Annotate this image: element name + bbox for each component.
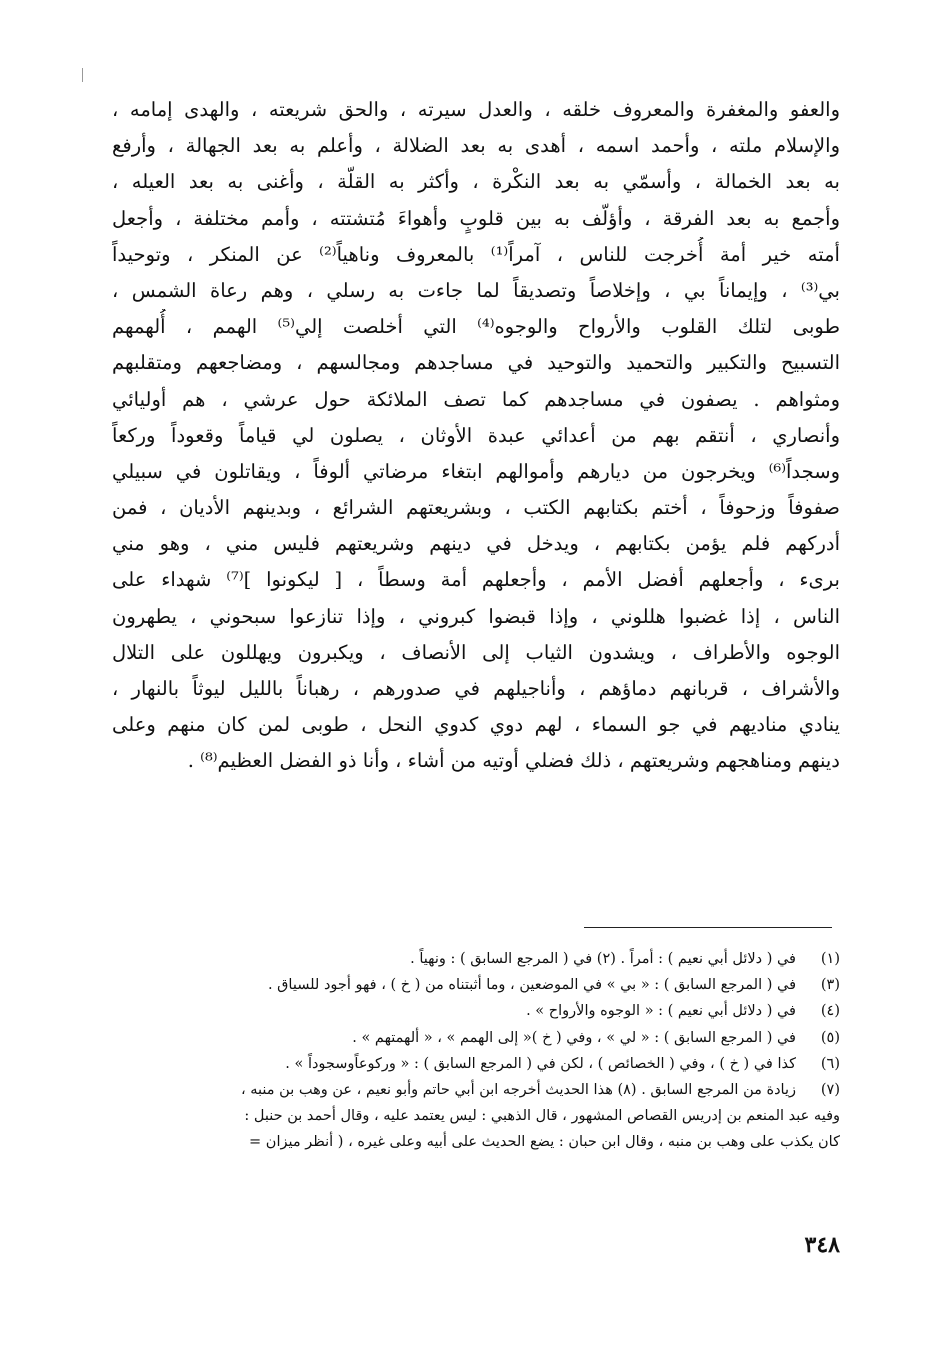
text-line: برىء ، وأجعلهم أفضل الأمم ، وأجعلهم أمة وسطاً ، [ ليكونوا ]⁽⁷⁾ شهداء على	[112, 568, 840, 592]
footnote-text: في ( المرجع السابق ) : « لي » ، وفي ( خ )« إلى الهمم » ، « ألهمتهم » .	[352, 1029, 796, 1046]
margin-mark	[82, 68, 83, 82]
footnote	[112, 1051, 840, 1077]
text-line: الناس ، إذا غضبوا هللوني ، وإذا قبضوا كبروني ، وإذا تنازعوا سبحوني ، يطهرون	[112, 604, 840, 628]
text-line: طوبى لتلك القلوب والأرواح والوجوه⁽⁴⁾ التي أخلصت إلي⁽⁵⁾ الهمم ، أُلهمهم	[112, 315, 840, 339]
text-line: دينهم ومناهجهم وشريعتهم ، ذلك فضلي أوتيه من أشاء ، وأنا ذو الفضل العظيم⁽⁸⁾ .	[187, 749, 840, 773]
footnote	[112, 1077, 840, 1103]
footnote-number: (٣)	[820, 977, 840, 994]
main-text	[112, 92, 840, 780]
text-line: الوجوه والأطراف ، ويشدون الثياب إلى الأنصاف ، ويكبرون ويهللون على التلال	[112, 640, 840, 664]
footnote	[112, 946, 840, 972]
text-line: ينادي مناديهم في جو السماء ، لهم دوي كدوي النحل ، طوبى لمن كان منهم وعلى	[112, 713, 840, 737]
text-line: ومثواهم . يصفون في مساجدهم كما تصف الملائكة حول عرشي ، هم أوليائي	[112, 387, 840, 411]
footnote	[112, 972, 840, 998]
footnote-number: (٦)	[820, 1055, 840, 1072]
page-number: ٣٤٨	[804, 1232, 840, 1258]
footnote-number: (١)	[820, 951, 840, 967]
text-line: والأشراف ، قربانهم دماؤهم ، وأناجيلهم في صدورهم ، رهباناً بالليل ليوثاً بالنهار ،	[112, 677, 840, 700]
footnote-text: في ( دلائل أبي نعيم ) : « الوجوه والأرواح » .	[526, 1003, 796, 1020]
footnote-number: (٥)	[820, 1029, 840, 1046]
footnote-separator	[584, 927, 832, 928]
text-line: وأنصاري ، أنتقم بهم من أعدائي عبدة الأوثان ، يصلون لي قياماً وقعوداً وركعاً	[112, 423, 840, 447]
footnote-number: (٤)	[820, 1003, 840, 1020]
text-line: بي⁽³⁾ ، وإيماناً بي ، وإخلاصاً وتصديقاً لما جاءت به رسلي ، وهم رعاة الشمس ،	[112, 278, 840, 302]
footnote	[112, 998, 840, 1024]
text-line: به بعد الخمالة ، وأسمّي به بعد النكْرة ، وأكثر به القلّة ، وأغنى به بعد العيله ،	[112, 170, 840, 194]
footnote	[112, 1025, 840, 1051]
text-line: صفوفاً وزحوفاً ، أختم بكتابهم الكتب ، وبشريعتهم الشرائع ، وبدينهم الأديان ، فمن	[112, 496, 840, 520]
footnote-number: (٧)	[820, 1081, 840, 1098]
text-line: أمته خير أمة أُخرجت للناس ، آمراً⁽¹⁾ بالمعروف وناهياً⁽²⁾ عن المنكر ، وتوحيداً	[112, 242, 840, 266]
footnote-text: كذا في ( خ ) ، وفي ( الخصائص ) ، لكن في ( المرجع السابق ) : « وركوعاًوسجوداً » .	[285, 1055, 796, 1072]
footnote-continuation: وفيه عبد المنعم بن إدريس القصاص المشهور ، قال الذهبي : ليس يعتمد عليه ، وقال أحمد بن حنبل :	[244, 1108, 840, 1125]
footnote-text: في ( دلائل أبي نعيم ) : أمراً . (٢) في ( المرجع السابق ) : ونهياً .	[410, 951, 796, 967]
text-line: والإسلام ملته ، وأحمد اسمه ، أهدى به بعد الضلالة ، وأعلم به بعد الجهالة ، وأرفع	[112, 134, 840, 158]
text-line: أدركهم فلم يؤمن بكتابهم ، ويدخل في دينهم وشريعتهم فليس مني ، وهو مني	[112, 532, 840, 556]
footnote-text: زيادة من المرجع السابق . (٨) هذا الحديث أخرجه ابن أبي حاتم وأبو نعيم ، عن وهب بن منبه ،	[240, 1081, 796, 1098]
text-line: والعفو والمغفرة والمعروف خلقه ، والعدل سيرته ، والحق شريعته ، والهدى إمامه ،	[112, 98, 840, 121]
footnotes	[112, 946, 840, 1156]
text-line: وأجمع به بعد الفرقة ، وأؤلّف به بين قلوبٍ وأهواءَ مُتشتته ، وأمم مختلفة ، وأجعل	[112, 206, 840, 230]
text-line: وسجداً⁽⁶⁾ ويخرجون من ديارهم وأموالهم ابتغاء مرضاتي ألوفاً ، ويقاتلون في سبيلي	[112, 459, 840, 483]
footnote-continuation: كان يكذب على وهب بن منبه ، وقال ابن حبان : يضع الحديث على أبيه وعلى غيره ، ( أنظر ميزان =	[249, 1134, 840, 1151]
text-line: التسبيح والتكبير والتحميد والتوحيد في مساجدهم ومجالسهم ، ومضاجعهم ومتقلبهم	[112, 351, 840, 375]
footnote-text: في ( المرجع السابق ) : « بي » في الموضعين ، وما أثبتناه من ( خ ) ، فهو أجود للسياق .	[267, 977, 796, 994]
